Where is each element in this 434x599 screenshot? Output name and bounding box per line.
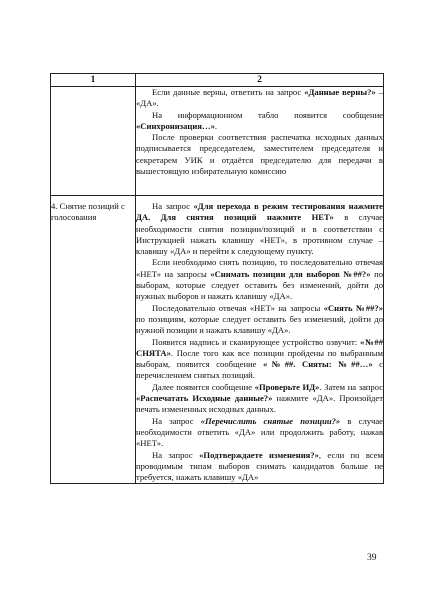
paragraph: На запрос «Подтверждаете изменения?», если по всем проводимым типам выборов снимать кандидатов больше не требуется, нажать клавишу «ДА» <box>136 449 383 483</box>
paragraph: Появится надпись и сканирующее устройство озвучит: «№## СНЯТА». После того как все позиции пройдены по выбранным выборам, появится сообщение «№##. Сняты: №##…» с перечислением снятых позиций. <box>136 336 383 381</box>
paragraph: Если данные верны, ответить на запрос «Данные верны?» – «ДА». <box>136 87 383 109</box>
column-header-1: 1 <box>51 74 136 87</box>
page-number: 39 <box>367 553 377 563</box>
row1-description-cell <box>136 87 384 196</box>
paragraph: Последовательно отвечая «НЕТ» на запросы «Снять №##?» по позициям, которые следует оставить без изменений, дойти до нужной позиции и нажать клавишу «ДА». <box>136 302 384 336</box>
table-header-row <box>51 74 384 87</box>
paragraph: На запрос «Перечислить снятые позиции?» в случае необходимости ответить «ДА» или продолжить работу, нажав «НЕТ». <box>136 415 383 449</box>
table-row <box>51 87 384 196</box>
instruction-table <box>50 73 384 484</box>
paragraph: После проверки соответствия распечатка исходных данных подписывается председателем, заместителем председателя и секретарем УИК и отдаётся председателю для передачи в вышестоящую избирательную комиссию <box>136 132 383 177</box>
paragraph: На запрос «Для перехода в режим тестирования нажмите ДА. Для снятия позиций нажмите НЕТ» в случае необходимости снятия позиции/позиций и в соответствии с Инструкцией нажать клавишу «НЕТ», в противном случае – клавишу «ДА» и перейти к следующему пункту. <box>136 201 383 257</box>
table-row <box>51 196 384 484</box>
row2-description-cell <box>136 196 384 484</box>
row2-step-cell: 4. Снятие позиций с голосования <box>51 196 136 484</box>
paragraph: Далее появится сообщение «Проверьте ИД». Затем на запрос «Распечатать Исходные данные?» нажмите «ДА». Произойдет печать измененных исходных данных. <box>136 381 384 415</box>
paragraph: На информационном табло появится сообщение «Синхронизация…». <box>136 109 383 131</box>
row1-step-cell <box>51 87 136 196</box>
column-header-2: 2 <box>136 74 384 87</box>
paragraph: Если необходимо снять позицию, то последовательно отвечая «НЕТ» на запросы «Снимать позиции для выборов №##?» по выборам, которые следует оставить без изменений, дойти до нужных выборов и нажать клавишу «ДА». <box>136 257 383 302</box>
